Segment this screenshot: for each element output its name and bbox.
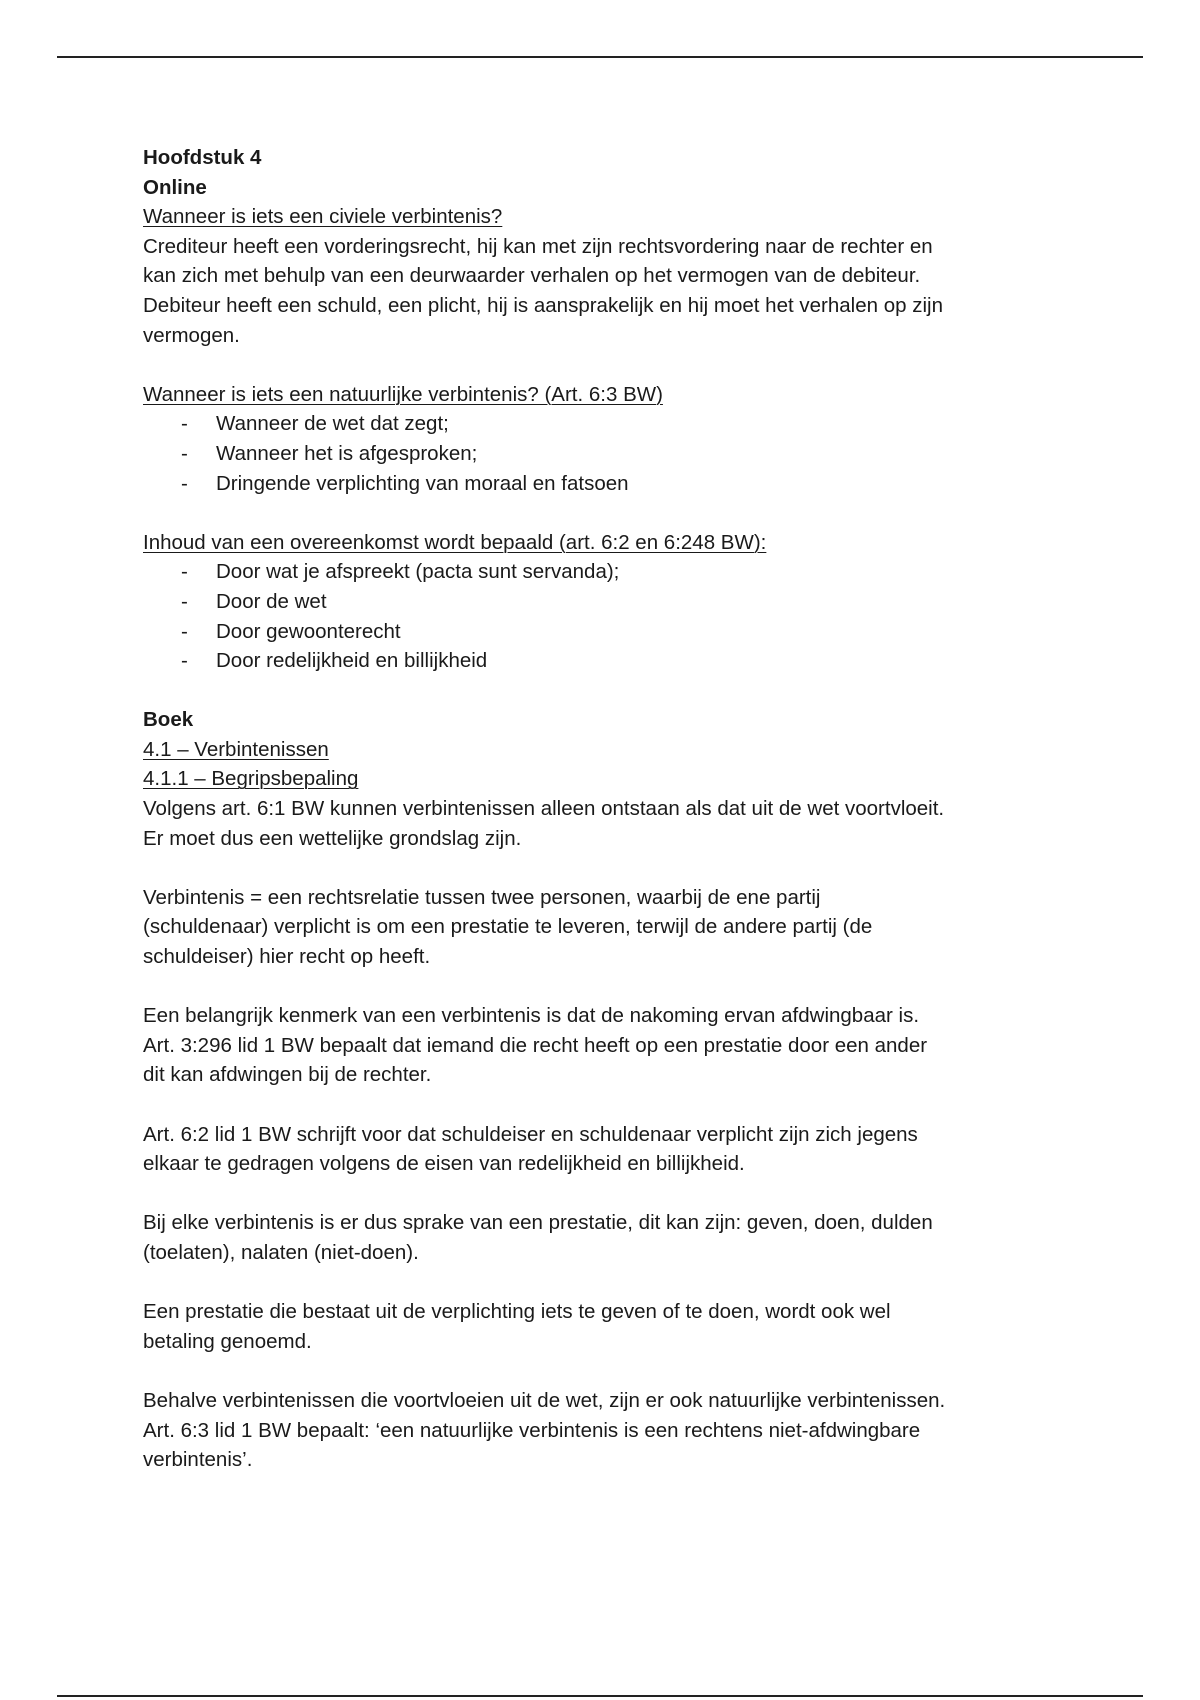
paragraph — [143, 1001, 1083, 1090]
text-line: Een belangrijk kenmerk van een verbintenis is dat de nakoming ervan afdwingbaar is. — [143, 1004, 920, 1028]
text-line: Een prestatie die bestaat uit de verplichting iets te geven of te doen, wordt ook wel — [143, 1300, 891, 1324]
text-line: (schuldenaar) verplicht is om een prestatie te leveren, terwijl de andere partij (de — [143, 915, 873, 939]
text-line: schuldeiser) hier recht op heeft. — [143, 945, 431, 969]
dash-bullet: - — [181, 589, 188, 613]
text-line: Crediteur heeft een vorderingsrecht, hij kan met zijn rechtsvordering naar de rechter en — [143, 234, 933, 258]
bottom-rule — [57, 1695, 1143, 1697]
text-line: Bij elke verbintenis is er dus sprake van een prestatie, dit kan zijn: geven, doen, dulden — [143, 1211, 933, 1235]
heading-inhoud-overeenkomst: Inhoud van een overeenkomst wordt bepaald (art. 6:2 en 6:248 BW): — [143, 530, 767, 554]
paragraph — [143, 794, 1083, 853]
natuurlijke-verbintenis-list — [143, 409, 1083, 498]
text-line: Volgens art. 6:1 BW kunnen verbintenissen alleen ontstaan als dat uit de wet voortvloeit. — [143, 797, 945, 821]
paragraph — [143, 1386, 1083, 1475]
boek-heading: Boek — [143, 708, 194, 732]
list-item: - Door de wet — [143, 587, 1083, 617]
list-item: - Door wat je afspreekt (pacta sunt servanda); — [143, 557, 1083, 587]
dash-bullet: - — [181, 649, 188, 673]
document-body — [143, 143, 1083, 1475]
text-line: kan zich met behulp van een deurwaarder verhalen op het vermogen van de debiteur. — [143, 264, 921, 288]
question-natuurlijke-verbintenis: Wanneer is iets een natuurlijke verbintenis? (Art. 6:3 BW) — [143, 382, 663, 406]
text-line: (toelaten), nalaten (niet-doen). — [143, 1240, 419, 1264]
list-item: - Dringende verplichting van moraal en fatsoen — [143, 469, 1083, 499]
text-line: elkaar te gedragen volgens de eisen van redelijkheid en billijkheid. — [143, 1152, 745, 1176]
question-civiele-verbintenis: Wanneer is iets een civiele verbintenis? — [143, 205, 503, 229]
paragraph — [143, 1297, 1083, 1356]
text-line: verbintenis’. — [143, 1448, 253, 1472]
dash-bullet: - — [181, 619, 188, 643]
text-line: dit kan afdwingen bij de rechter. — [143, 1063, 432, 1087]
paragraph — [143, 1208, 1083, 1267]
dash-bullet: - — [181, 560, 188, 584]
top-rule — [57, 56, 1143, 58]
text-line: Art. 3:296 lid 1 BW bepaalt dat iemand die recht heeft op een prestatie door een ander — [143, 1033, 928, 1057]
dash-bullet: - — [181, 471, 188, 495]
paragraph — [143, 1120, 1083, 1179]
text-line: Debiteur heeft een schuld, een plicht, hij is aansprakelijk en hij moet het verhalen op zijn — [143, 293, 943, 317]
online-heading: Online — [143, 175, 207, 199]
chapter-title: Hoofdstuk 4 — [143, 146, 262, 169]
text-line: Art. 6:2 lid 1 BW schrijft voor dat schuldeiser en schuldenaar verplicht zijn zich jegens — [143, 1122, 918, 1146]
text-line: Er moet dus een wettelijke grondslag zijn. — [143, 826, 522, 850]
subsection-heading: 4.1.1 – Begripsbepaling — [143, 767, 359, 791]
text-line: vermogen. — [143, 323, 240, 347]
text-line: Art. 6:3 lid 1 BW bepaalt: ‘een natuurlijke verbintenis is een rechtens niet-afdwingbare — [143, 1418, 921, 1442]
dash-bullet: - — [181, 441, 188, 465]
list-item: - Door redelijkheid en billijkheid — [143, 646, 1083, 676]
list-item: - Wanneer de wet dat zegt; — [143, 409, 1083, 439]
paragraph — [143, 883, 1083, 972]
list-item: - Wanneer het is afgesproken; — [143, 439, 1083, 469]
inhoud-overeenkomst-list — [143, 557, 1083, 675]
text-line: Verbintenis = een rechtsrelatie tussen twee personen, waarbij de ene partij — [143, 885, 821, 909]
text-line: Behalve verbintenissen die voortvloeien uit de wet, zijn er ook natuurlijke verbintenissen. — [143, 1388, 946, 1412]
dash-bullet: - — [181, 412, 188, 436]
text-line: betaling genoemd. — [143, 1329, 312, 1353]
list-item: - Door gewoonterecht — [143, 617, 1083, 647]
civiele-verbintenis-answer — [143, 232, 1083, 350]
section-heading: 4.1 – Verbintenissen — [143, 737, 329, 761]
